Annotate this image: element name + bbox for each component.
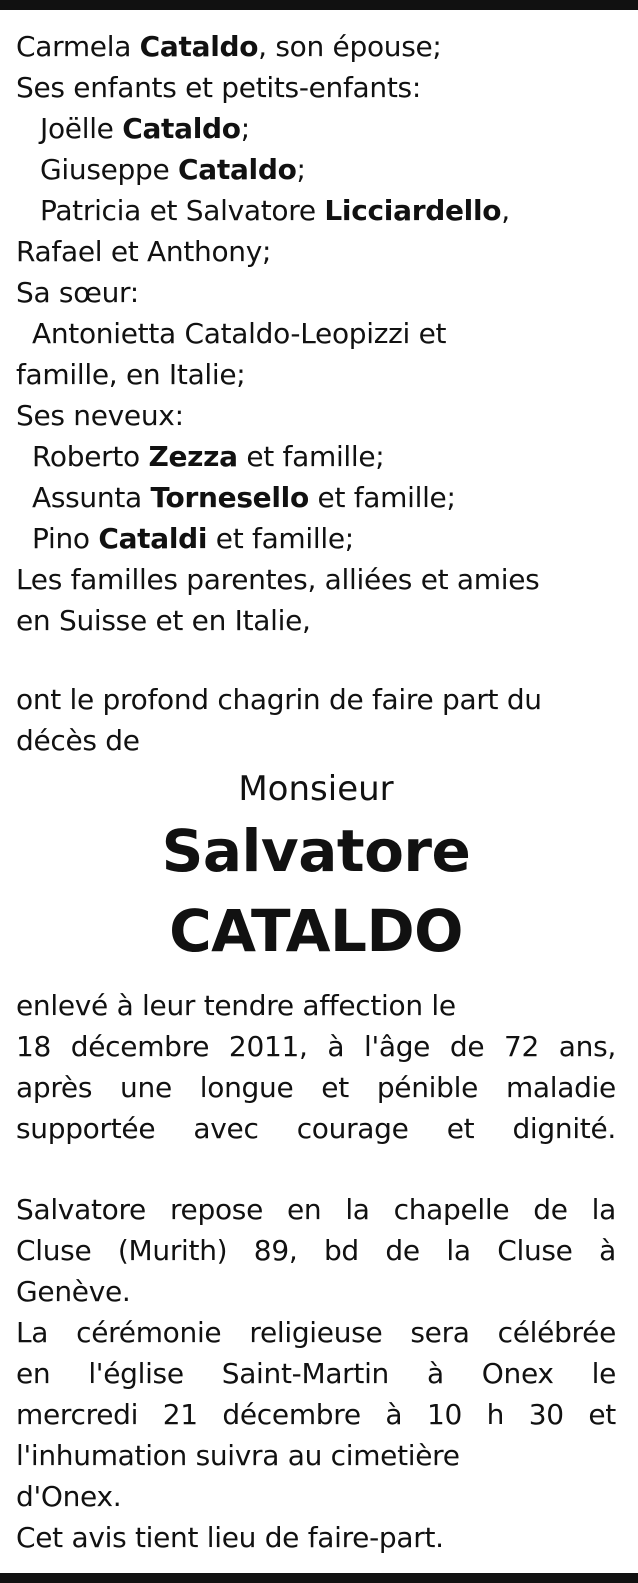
child-line-1 <box>16 108 616 149</box>
nephew-last-name: Zezza <box>148 440 238 473</box>
child-last-name: Cataldo <box>122 112 241 145</box>
nephew-suffix: et famille; <box>207 522 354 555</box>
obituary-notice <box>16 26 616 1558</box>
nephew-first-name: Pino <box>32 522 99 555</box>
deceased-name: Salvatore CATALDO <box>161 817 471 965</box>
deceased-honorific: Monsieur <box>238 769 394 809</box>
punctuation: ; <box>296 153 306 186</box>
spouse-first-name: Carmela <box>16 30 140 63</box>
punctuation: , <box>501 194 510 227</box>
sister-line-1: Antonietta Cataldo-Leopizzi et <box>32 317 447 350</box>
nephew-first-name: Assunta <box>32 481 151 514</box>
nephew-suffix: et famille; <box>308 481 456 514</box>
funeral-line-1: Salvatore repose en la chapelle de la <box>16 1193 616 1226</box>
spouse-line <box>16 26 616 67</box>
funeral-line-4: La cérémonie religieuse sera célébrée <box>16 1316 616 1349</box>
details-line-2: 18 décembre 2011, à l'âge de 72 ans, <box>16 1030 616 1063</box>
funeral-line-8: d'Onex. <box>16 1480 122 1513</box>
details-line-4: supportée avec courage et dignité. <box>16 1112 616 1145</box>
sister-heading: Sa sœur: <box>16 276 139 309</box>
child-first-name: Giuseppe <box>40 153 179 186</box>
child-line-3 <box>16 190 616 231</box>
child-line-2 <box>16 149 616 190</box>
relatives-line-2: en Suisse et en Italie, <box>16 604 311 637</box>
funeral-line-6: mercredi 21 décembre à 10 h 30 et <box>16 1398 616 1431</box>
grandchildren-line: Rafael et Anthony; <box>16 235 272 268</box>
nephew-first-name: Roberto <box>32 440 149 473</box>
funeral-line-5: en l'église Saint-Martin à Onex le <box>16 1357 616 1390</box>
details-line-1: enlevé à leur tendre affection le <box>16 989 456 1022</box>
child-first-name: Patricia et Salvatore <box>40 194 325 227</box>
child-last-name: Licciardello <box>324 194 502 227</box>
punctuation: ; <box>240 112 250 145</box>
paragraph-spacer <box>16 1149 616 1189</box>
nephews-heading: Ses neveux: <box>16 399 184 432</box>
nephew-line-2 <box>16 477 616 518</box>
announcement-line-1: ont le profond chagrin de faire part du <box>16 683 542 716</box>
top-border-rule <box>0 0 638 10</box>
funeral-line-9: Cet avis tient lieu de faire-part. <box>16 1521 444 1554</box>
children-heading: Ses enfants et petits-enfants: <box>16 71 421 104</box>
nephew-line-1 <box>16 436 616 477</box>
funeral-line-7: l'inhumation suivra au cimetière <box>16 1439 460 1472</box>
details-line-3: après une longue et pénible maladie <box>16 1071 616 1104</box>
announcement-line-2: décès de <box>16 724 140 757</box>
sister-line-2: famille, en Italie; <box>16 358 246 391</box>
nephew-last-name: Cataldi <box>98 522 208 555</box>
bottom-border-rule <box>0 1573 638 1583</box>
child-last-name: Cataldo <box>178 153 297 186</box>
spouse-last-name: Cataldo <box>139 30 259 63</box>
child-first-name: Joëlle <box>40 112 123 145</box>
relatives-line-1: Les familles parentes, alliées et amies <box>16 563 540 596</box>
nephew-suffix: et famille; <box>237 440 385 473</box>
funeral-line-2: Cluse (Murith) 89, bd de la Cluse à <box>16 1234 616 1267</box>
funeral-line-3: Genève. <box>16 1275 131 1308</box>
nephew-line-3 <box>16 518 616 559</box>
spouse-relation: , son épouse; <box>258 30 442 63</box>
paragraph-spacer <box>16 641 616 679</box>
nephew-last-name: Tornesello <box>150 481 309 514</box>
